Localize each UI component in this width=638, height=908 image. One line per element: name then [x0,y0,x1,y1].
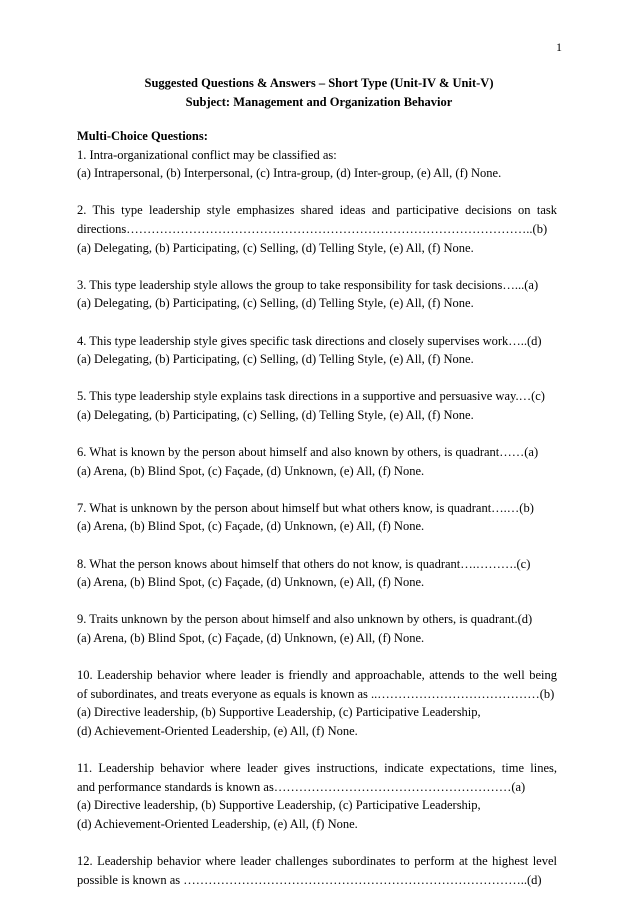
question-options: (a) Directive leadership, (b) Supportive Leadership, (c) Participative Leadership, [77,798,481,813]
question-text: 4. This type leadership style gives specific task directions and closely supervises work…..(d) [77,333,542,348]
question-options: (a) Delegating, (b) Participating, (c) Selling, (d) Telling Style, (e) All, (f) None. [77,296,474,311]
question-10 [77,666,557,740]
section-title: Multi-Choice Questions: [77,129,208,143]
question-12 [77,852,557,889]
document-body [77,127,557,908]
question-text: of subordinates, and treats everyone as equals is known as ..…………………………………(b) [77,686,555,701]
question-7 [77,499,557,536]
question-text: possible is known as ………………………………………………………………………..(d) [77,872,542,887]
document-subject: Subject: Management and Organization Behavior [185,95,453,109]
question-2 [77,201,557,257]
question-options: (a) Delegating, (b) Participating, (c) Selling, (d) Telling Style, (e) All, (f) None. [77,352,474,367]
question-options: (a) Directive leadership, (b) Supportive Leadership, (c) Participative Leadership, [77,705,481,720]
question-3 [77,276,557,313]
question-options: (d) Achievement-Oriented Leadership, (e) All, (f) None. [77,724,358,738]
page-number: 1 [556,40,562,54]
question-options: (a) Arena, (b) Blind Spot, (c) Façade, (d) Unknown, (e) All, (f) None. [77,519,425,534]
question-text: 1. Intra-organizational conflict may be classified as: [77,147,337,162]
question-text: 7. What is unknown by the person about himself but what others know, is quadrant….…(b) [77,500,534,515]
question-text: 11. Leadership behavior where leader gives instructions, indicate expectations, time lines, [77,761,557,776]
question-text: 9. Traits unknown by the person about himself and also unknown by others, is quadrant.(d) [77,612,533,627]
question-text: 12. Leadership behavior where leader challenges subordinates to perform at the highest level [77,854,557,869]
question-5 [77,387,557,424]
question-text: and performance standards is known as…………………………………………………(a) [77,779,526,794]
question-options: (a) Delegating, (b) Participating, (c) Selling, (d) Telling Style, (e) All, (f) None. [77,240,474,255]
question-options: (a) Arena, (b) Blind Spot, (c) Façade, (d) Unknown, (e) All, (f) None. [77,575,425,590]
question-1 [77,146,557,183]
question-text: 5. This type leadership style explains task directions in a supportive and persuasive way.…(c) [77,389,545,404]
document-title: Suggested Questions & Answers – Short Type (Unit-IV & Unit-V) [144,76,494,90]
question-options: (a) Delegating, (b) Participating, (c) Selling, (d) Telling Style, (e) All, (f) None. [77,407,474,422]
question-text: 3. This type leadership style allows the group to take responsibility for task decisions…...(a) [77,277,539,292]
question-options: (a) Arena, (b) Blind Spot, (c) Façade, (d) Unknown, (e) All, (f) None. [77,631,425,646]
question-11 [77,759,557,833]
question-8 [77,555,557,592]
question-options: (a) Intrapersonal, (b) Interpersonal, (c) Intra-group, (d) Inter-group, (e) All, (f) None. [77,166,502,181]
question-6 [77,443,557,480]
question-text: directions……………………………………………………………………………………..(b) [77,221,548,236]
question-4 [77,332,557,369]
question-text: 8. What the person knows about himself that others do not know, is quadrant….……….(c) [77,556,531,571]
question-text: 6. What is known by the person about himself and also known by others, is quadrant……(a) [77,445,539,460]
question-options: (a) Arena, (b) Blind Spot, (c) Façade, (d) Unknown, (e) All, (f) None. [77,463,425,478]
document-header [0,74,638,112]
question-text: 10. Leadership behavior where leader is friendly and approachable, attends to the well being [77,668,557,683]
question-9 [77,610,557,647]
question-options: (d) Achievement-Oriented Leadership, (e) All, (f) None. [77,816,358,831]
question-text: 2. This type leadership style emphasizes shared ideas and participative decisions on task [77,203,557,218]
